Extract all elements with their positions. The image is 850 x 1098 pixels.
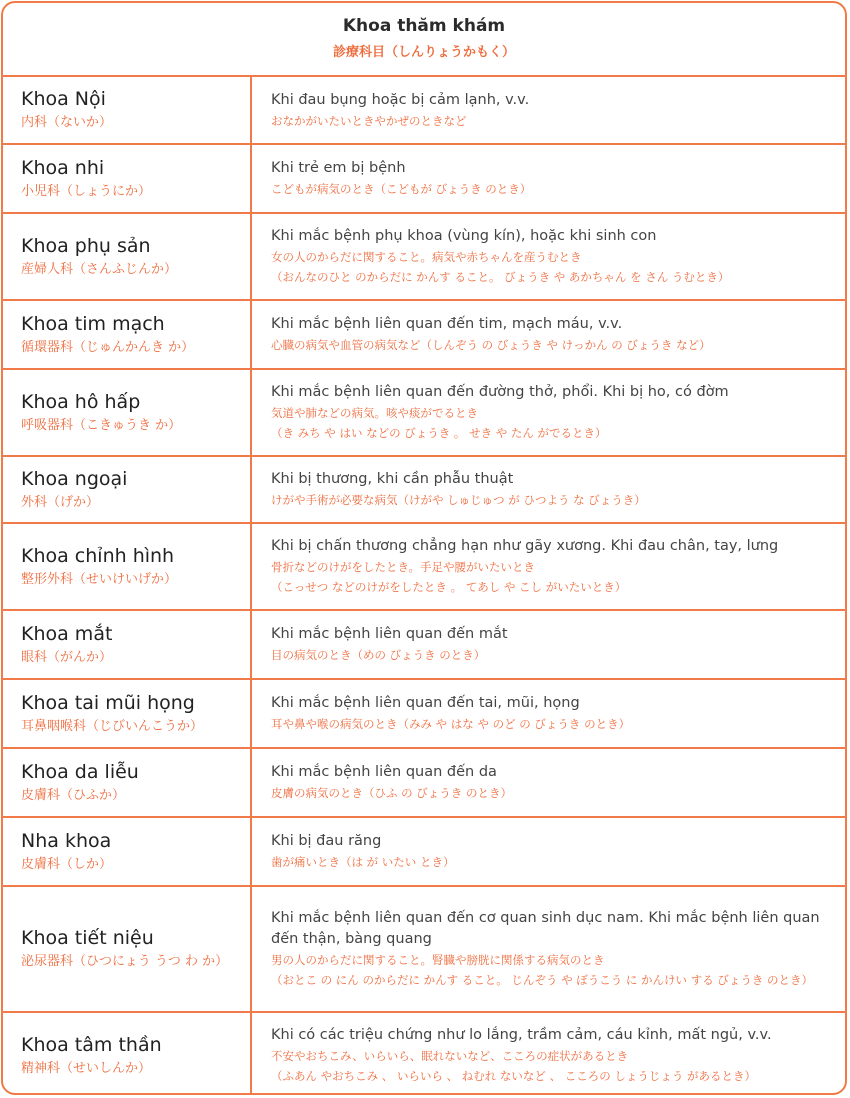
department-name-ja: 循環器科（じゅんかんき か） (21, 339, 195, 355)
description-vi: Khi bị đau răng (271, 833, 382, 849)
department-name-ja: 皮膚科（ひふか） (21, 787, 126, 803)
description-vi: Khi có các triệu chứng như lo lắng, trầm cảm, cáu kỉnh, mất ngủ, v.v. (271, 1027, 772, 1043)
description-vi: Khi mắc bệnh liên quan đến da (271, 764, 497, 780)
description-vi: Khi bị thương, khi cần phẫu thuật (271, 471, 514, 487)
department-name-ja: 内科（ないか） (21, 115, 113, 130)
description-vi: Khi mắc bệnh liên quan đến đường thở, phổi. Khi bị ho, có đờm (271, 384, 729, 400)
description-ja: 不安やおちこみ、いらいら、眠れないなど、こころの症状があるとき (271, 1049, 629, 1063)
department-description-cell (251, 748, 845, 817)
description-vi: Khi mắc bệnh liên quan đến cơ quan sinh dục nam. Khi mắc bệnh liên quan đến thận, bàng quang (271, 910, 820, 947)
department-description-cell (251, 300, 845, 369)
department-table-frame (1, 1, 847, 1095)
department-name-ja: 皮膚科（しか） (21, 856, 113, 872)
page-title: Khoa thăm khám (342, 16, 506, 36)
department-name-cell (3, 1012, 251, 1095)
department-name-cell (3, 817, 251, 886)
department-description-cell (251, 679, 845, 748)
department-description-cell (251, 213, 845, 300)
table-row (3, 523, 845, 610)
description-ja: 骨折などのけがをしたとき。手足や腰がいたいとき (271, 560, 536, 574)
department-name-ja: 外科（げか） (21, 494, 100, 510)
department-name-vi: Khoa phụ sản (21, 234, 151, 257)
department-name-vi: Khoa mắt (21, 622, 113, 645)
description-ja: 皮膚の病気のとき（ひふ の びょうき のとき） (271, 786, 512, 800)
description-vi: Khi đau bụng hoặc bị cảm lạnh, v.v. (271, 91, 530, 108)
department-name-cell (3, 886, 251, 1012)
department-table (3, 3, 845, 1095)
table-row (3, 817, 845, 886)
table-row (3, 76, 845, 144)
department-name-cell (3, 300, 251, 369)
table-row (3, 144, 845, 213)
description-ja: けがや手術が必要な病気（けがや しゅじゅつ が ひつよう な びょうき） (271, 493, 646, 507)
department-name-vi: Khoa nhi (21, 156, 105, 179)
table-row (3, 213, 845, 300)
department-description-cell (251, 1012, 845, 1095)
description-ja: おなかがいたいときやかぜのときなど (271, 113, 467, 128)
department-name-vi: Khoa Nội (21, 88, 106, 110)
description-ja: 男の人のからだに関すること。腎臓や膀胱に関係する病気のとき (271, 953, 605, 967)
description-ja: 歯が痛いとき（は が いたい とき） (271, 855, 455, 869)
department-name-cell (3, 369, 251, 456)
description-vi: Khi mắc bệnh phụ khoa (vùng kín), hoặc khi sinh con (271, 228, 657, 244)
department-name-vi: Nha khoa (21, 829, 112, 852)
department-name-vi: Khoa da liễu (21, 760, 139, 783)
department-name-ja: 耳鼻咽喉科（じびいんこうか） (21, 718, 204, 734)
department-description-cell (251, 144, 845, 213)
description-vi: Khi mắc bệnh liên quan đến mắt (271, 626, 508, 642)
description-ja: 女の人のからだに関すること。病気や赤ちゃんを産うむとき (271, 250, 582, 264)
table-row (3, 369, 845, 456)
department-description-cell (251, 886, 845, 1012)
description-ja: 心臓の病気や血管の病気など（しんぞう の びょうき や けっかん の びょうき など） (271, 338, 711, 352)
department-name-cell (3, 610, 251, 679)
department-name-cell (3, 76, 251, 144)
description-ja-reading: （おとこ の にん のからだに かんす ること。 じんぞう や ぼうこう に かんけい する びょうき のとき） (271, 973, 814, 987)
department-name-cell (3, 213, 251, 300)
description-ja: 目の病気のとき（めの びょうき のとき） (271, 648, 486, 662)
department-name-ja: 泌尿器科（ひつにょう うつ わ か） (21, 954, 229, 969)
table-row (3, 679, 845, 748)
department-name-vi: Khoa chỉnh hình (21, 544, 175, 567)
description-ja-reading: （こっせつ などのけがをしたとき 。 てあし や こし がいたいとき） (271, 580, 627, 594)
department-description-cell (251, 610, 845, 679)
description-vi: Khi mắc bệnh liên quan đến tim, mạch máu, v.v. (271, 316, 623, 332)
department-name-ja: 整形外科（せいけいげか） (21, 571, 178, 587)
description-vi: Khi trẻ em bị bệnh (271, 160, 406, 176)
table-header (3, 3, 845, 76)
department-name-cell (3, 144, 251, 213)
department-description-cell (251, 523, 845, 610)
department-name-vi: Khoa tâm thần (21, 1033, 162, 1056)
description-ja: 耳や鼻や喉の病気のとき（みみ や はな や のど の びょうき のとき） (271, 717, 631, 731)
description-ja-reading: （き みち や はい などの びょうき 。 せき や たん がでるとき） (271, 426, 607, 440)
department-name-ja: 呼吸器科（こきゅうき か） (21, 417, 182, 433)
description-vi: Khi mắc bệnh liên quan đến tai, mũi, họng (271, 695, 580, 711)
description-ja-reading: （ふあん やおちこみ 、 いらいら 、 ねむれ ないなど 、 こころの しょうじょう があるとき） (271, 1069, 757, 1083)
table-row (3, 886, 845, 1012)
department-name-ja: 眼科（がんか） (21, 649, 113, 665)
description-ja: 気道や肺などの病気。咳や痰がでるとき (271, 406, 478, 420)
department-name-vi: Khoa tim mạch (21, 312, 165, 335)
department-name-cell (3, 456, 251, 523)
table-row (3, 1012, 845, 1095)
department-name-ja: 小児科（しょうにか） (21, 183, 152, 199)
department-name-vi: Khoa tiết niệu (21, 927, 154, 949)
department-description-cell (251, 369, 845, 456)
table-header-row (3, 3, 845, 76)
department-name-cell (3, 748, 251, 817)
description-ja: こどもが病気のとき（こどもが びょうき のとき） (271, 182, 532, 196)
department-name-cell (3, 523, 251, 610)
description-ja-reading: （おんなのひと のからだに かんす ること。 びょうき や あかちゃん を さん うむとき） (271, 270, 730, 284)
page-subtitle: 診療科目（しんりょうかもく） (332, 45, 515, 60)
department-name-cell (3, 679, 251, 748)
table-row (3, 300, 845, 369)
department-description-cell (251, 817, 845, 886)
department-name-vi: Khoa hô hấp (21, 390, 141, 413)
description-vi: Khi bị chấn thương chẳng hạn như gãy xương. Khi đau chân, tay, lưng (271, 538, 779, 554)
table-row (3, 610, 845, 679)
table-row (3, 456, 845, 523)
department-name-ja: 産婦人科（さんふじんか） (21, 261, 178, 277)
department-name-vi: Khoa ngoại (21, 467, 128, 490)
department-description-cell (251, 76, 845, 144)
department-description-cell (251, 456, 845, 523)
department-name-vi: Khoa tai mũi họng (21, 691, 195, 714)
department-name-ja: 精神科（せいしんか） (21, 1060, 152, 1076)
table-row (3, 748, 845, 817)
